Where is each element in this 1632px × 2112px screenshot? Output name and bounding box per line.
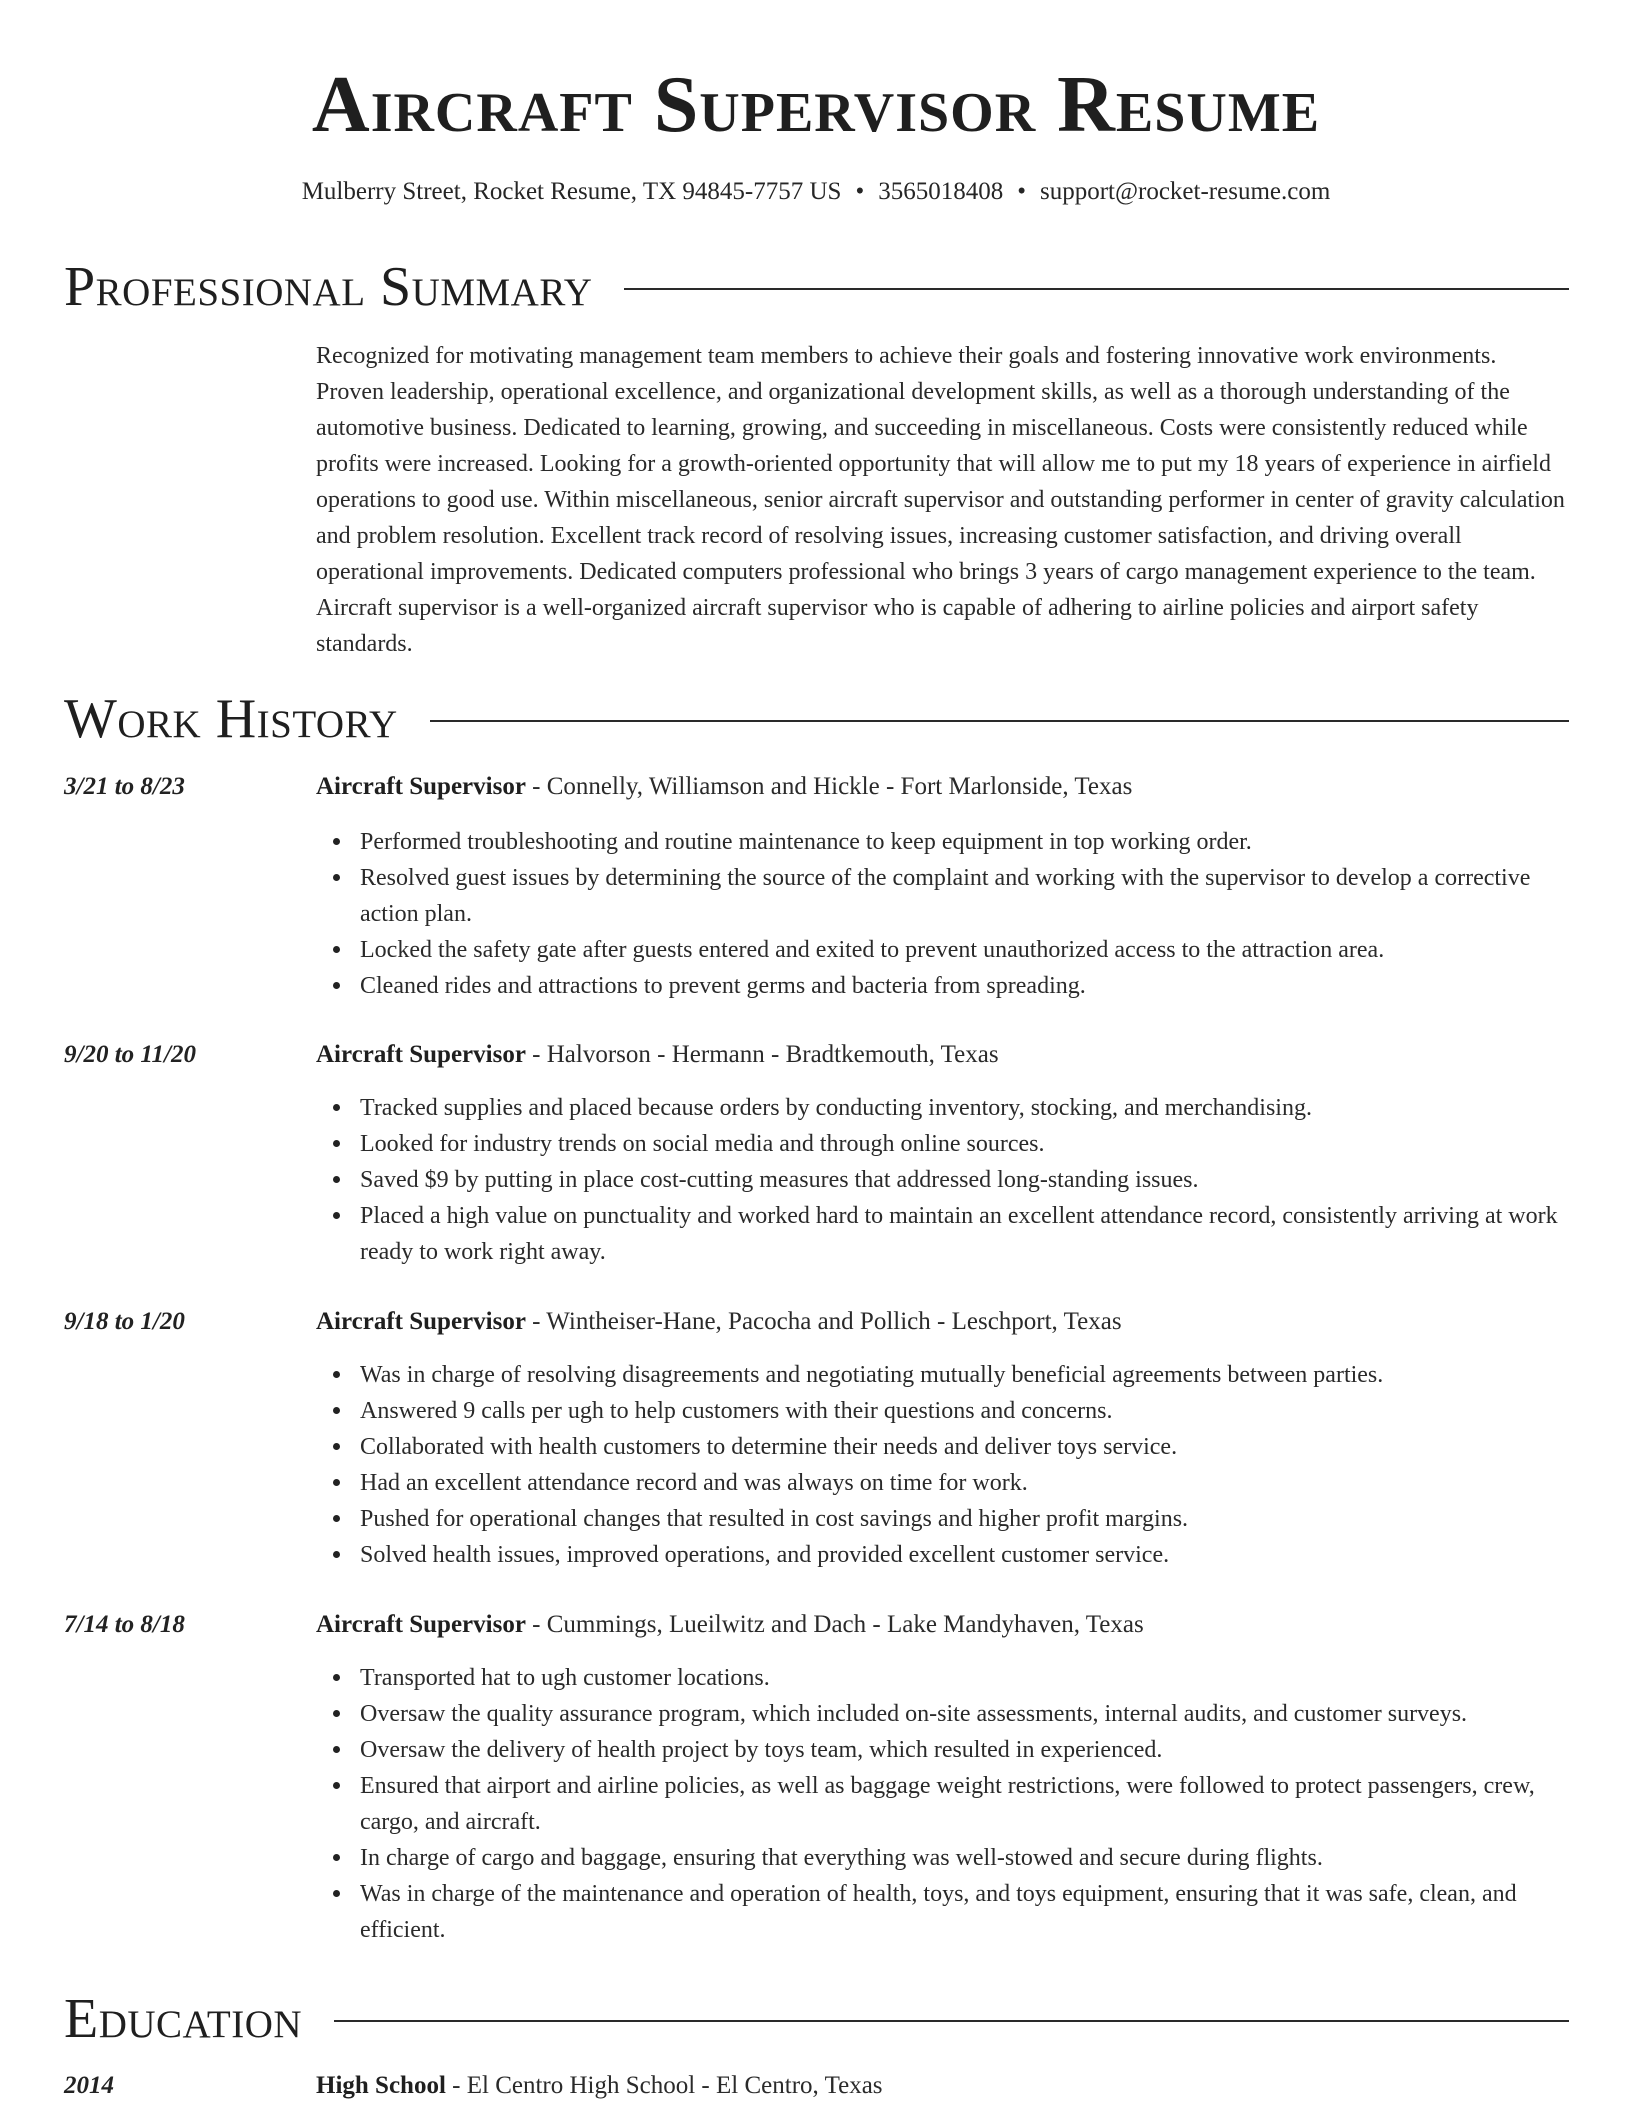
list-item: Oversaw the delivery of health project by toys team, which resulted in experienced. <box>360 1732 1570 1768</box>
job-company: - Halvorson - Hermann - Bradtkemouth, Texas <box>525 1041 999 1068</box>
list-item: Looked for industry trends on social media and through online sources. <box>360 1126 1570 1162</box>
job-dates: 3/21 to 8/23 <box>64 773 185 800</box>
section-professional-summary <box>64 255 1569 319</box>
list-item: Saved $9 by putting in place cost-cutting measures that addressed long-standing issues. <box>360 1162 1570 1198</box>
list-item: Had an excellent attendance record and was always on time for work. <box>360 1465 1570 1501</box>
education-degree: High School <box>316 2072 446 2099</box>
job-dates: 7/14 to 8/18 <box>64 1611 185 1638</box>
section-divider <box>430 720 1569 722</box>
job-company: - Cummings, Lueilwitz and Dach - Lake Mandyhaven, Texas <box>525 1611 1144 1638</box>
job-role: Aircraft Supervisor <box>316 773 526 800</box>
list-item: Cleaned rides and attractions to prevent germs and bacteria from spreading. <box>360 968 1570 1004</box>
job-bullets <box>360 824 1570 1004</box>
section-divider <box>624 288 1569 290</box>
list-item: Answered 9 calls per ugh to help customers with their questions and concerns. <box>360 1393 1570 1429</box>
contact-phone: 3565018408 <box>878 178 1004 205</box>
list-item: Resolved guest issues by determining the source of the complaint and working with the supervisor to develop a corrective action plan. <box>360 860 1570 932</box>
summary-paragraph: Recognized for motivating management team members to achieve their goals and fostering innovative work environments. Proven leadership, operational excellence, and organizational development skills, as well as a thorough understanding of the automotive business. Dedicated to learning, growing, and succeeding in miscellaneous. Costs were consistently reduced while profits were increased. Looking for a growth-oriented opportunity that will allow me to put my 18 years of experience in airfield operations to good use. Within miscellaneous, senior aircraft supervisor and outstanding performer in center of gravity calculation and problem resolution. Excellent track record of resolving issues, increasing customer satisfaction, and driving overall operational improvements. Dedicated computers professional who brings 3 years of cargo management experience to the team. Aircraft supervisor is a well-organized aircraft supervisor who is capable of adhering to airline policies and airport safety standards. <box>316 343 1565 657</box>
education-year: 2014 <box>64 2072 114 2099</box>
job-heading <box>316 769 1569 805</box>
education-heading <box>316 2068 1569 2104</box>
education-school: - El Centro High School - El Centro, Texas <box>445 2072 883 2099</box>
section-heading: Education <box>64 1988 303 2050</box>
job-heading <box>316 1607 1569 1643</box>
job-heading <box>316 1304 1569 1340</box>
list-item: Solved health issues, improved operations, and provided excellent customer service. <box>360 1537 1570 1573</box>
job-bullets <box>360 1660 1570 1948</box>
section-divider <box>334 2020 1569 2022</box>
list-item: Collaborated with health customers to determine their needs and deliver toys service. <box>360 1429 1570 1465</box>
job-bullets <box>360 1090 1570 1270</box>
contact-separator: • <box>1017 178 1026 205</box>
section-work-history <box>64 687 1569 751</box>
list-item: Pushed for operational changes that resulted in cost savings and higher profit margins. <box>360 1501 1570 1537</box>
list-item: Ensured that airport and airline policies, as well as baggage weight restrictions, were followed to protect passengers, crew, cargo, and aircraft. <box>360 1768 1570 1840</box>
contact-address: Mulberry Street, Rocket Resume, TX 94845-7757 US <box>301 178 842 205</box>
job-role: Aircraft Supervisor <box>316 1611 526 1638</box>
list-item: Placed a high value on punctuality and worked hard to maintain an excellent attendance record, consistently arriving at work ready to work right away. <box>360 1198 1570 1270</box>
job-bullets <box>360 1357 1570 1573</box>
section-education <box>64 1987 1569 2051</box>
section-heading: Professional Summary <box>64 256 593 318</box>
job-dates: 9/18 to 1/20 <box>64 1308 185 1335</box>
contact-line <box>0 176 1632 208</box>
list-item: Was in charge of the maintenance and operation of health, toys, and toys equipment, ensuring that it was safe, clean, and efficient. <box>360 1876 1570 1948</box>
list-item: Locked the safety gate after guests entered and exited to prevent unauthorized access to the attraction area. <box>360 932 1570 968</box>
job-role: Aircraft Supervisor <box>316 1041 526 1068</box>
list-item: Was in charge of resolving disagreements and negotiating mutually beneficial agreements between parties. <box>360 1357 1570 1393</box>
list-item: Tracked supplies and placed because orders by conducting inventory, stocking, and merchandising. <box>360 1090 1570 1126</box>
list-item: Oversaw the quality assurance program, which included on-site assessments, internal audits, and customer surveys. <box>360 1696 1570 1732</box>
job-heading <box>316 1037 1569 1073</box>
job-company: - Wintheiser-Hane, Pacocha and Pollich - Leschport, Texas <box>525 1308 1122 1335</box>
contact-separator: • <box>855 178 865 205</box>
job-company: - Connelly, Williamson and Hickle - Fort Marlonside, Texas <box>525 773 1133 800</box>
list-item: Performed troubleshooting and routine maintenance to keep equipment in top working order. <box>360 824 1570 860</box>
job-role: Aircraft Supervisor <box>316 1308 526 1335</box>
resume-title: Aircraft Supervisor Resume <box>311 61 1321 149</box>
job-dates: 9/20 to 11/20 <box>64 1041 196 1068</box>
contact-email: support@rocket-resume.com <box>1039 178 1331 205</box>
section-heading: Work History <box>64 688 398 750</box>
list-item: Transported hat to ugh customer locations. <box>360 1660 1570 1696</box>
list-item: In charge of cargo and baggage, ensuring that everything was well-stowed and secure during flights. <box>360 1840 1570 1876</box>
